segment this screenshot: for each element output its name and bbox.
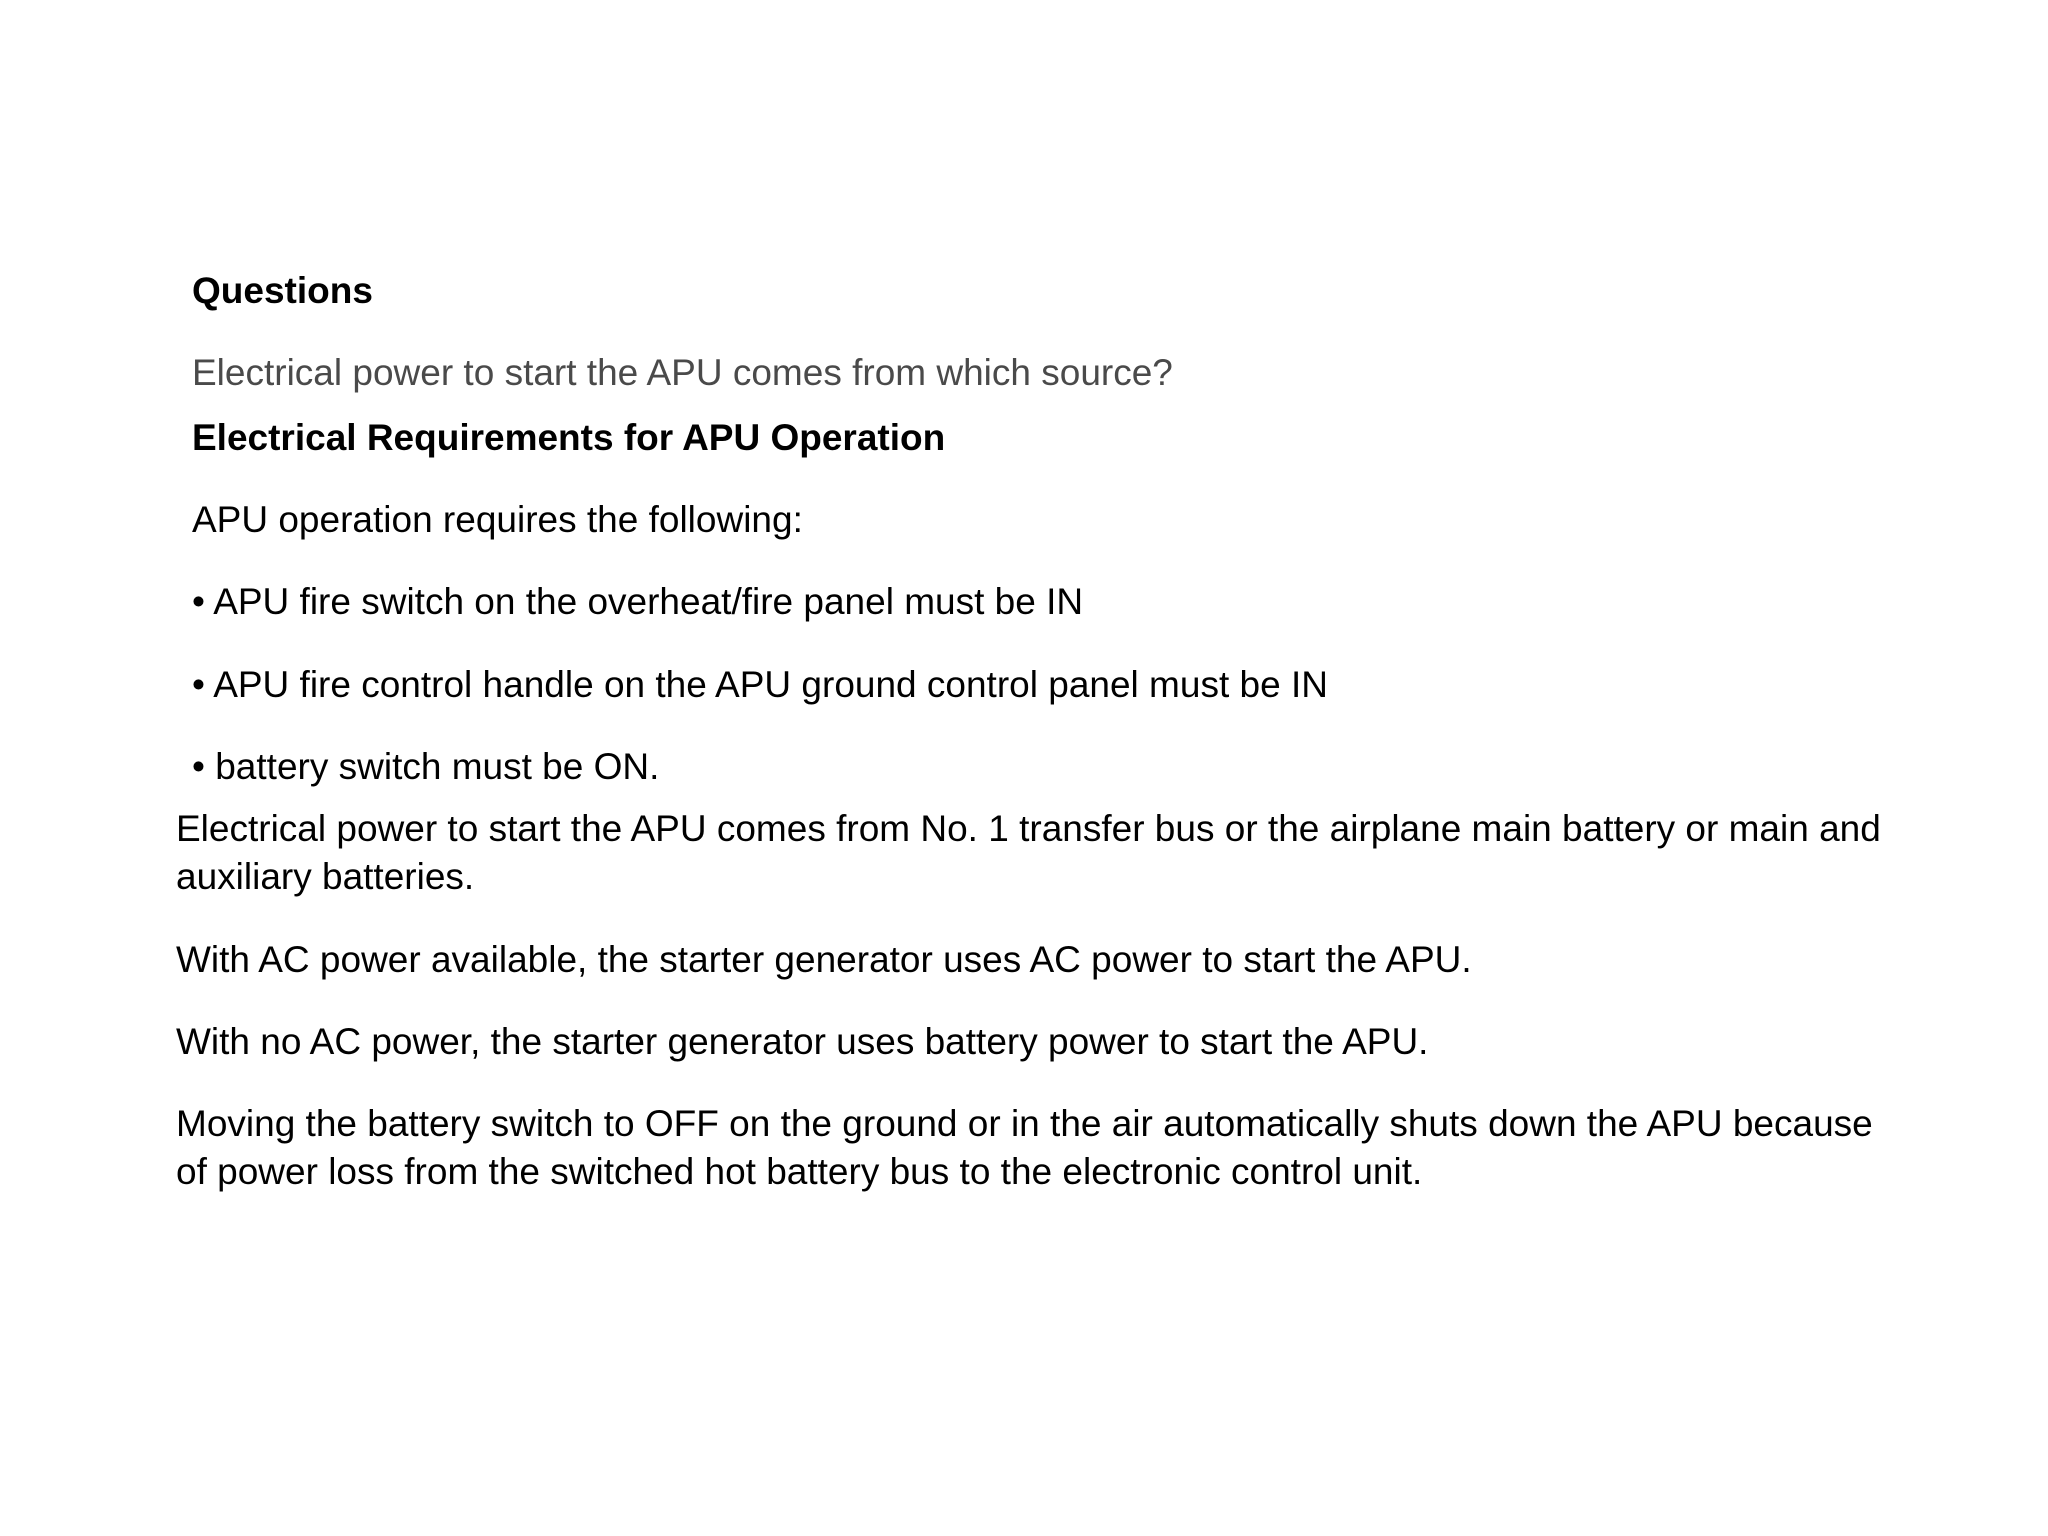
requirement-item-fire-switch: • APU fire switch on the overheat/fire panel must be IN — [192, 581, 1084, 622]
answer-paragraph-battery-off: Moving the battery switch to OFF on the ground or in the air automatically shuts down the APU because of power loss from the switched hot battery bus to the electronic control unit. — [176, 1103, 1873, 1192]
questions-heading: Questions — [192, 270, 373, 311]
requirement-item-battery-switch: • battery switch must be ON. — [192, 746, 660, 787]
answer-paragraph-ac-power: With AC power available, the starter generator uses AC power to start the APU. — [176, 939, 1472, 980]
requirements-intro: APU operation requires the following: — [192, 499, 803, 540]
answer-paragraph-no-ac-power: With no AC power, the starter generator uses battery power to start the APU. — [176, 1021, 1429, 1062]
requirements-heading: Electrical Requirements for APU Operation — [192, 417, 946, 458]
answer-paragraph-power-source: Electrical power to start the APU comes from No. 1 transfer bus or the airplane main battery or main and auxiliary batteries. — [176, 808, 1881, 897]
requirement-item-fire-control-handle: • APU fire control handle on the APU ground control panel must be IN — [192, 664, 1328, 705]
question-text: Electrical power to start the APU comes from which source? — [192, 352, 1173, 393]
